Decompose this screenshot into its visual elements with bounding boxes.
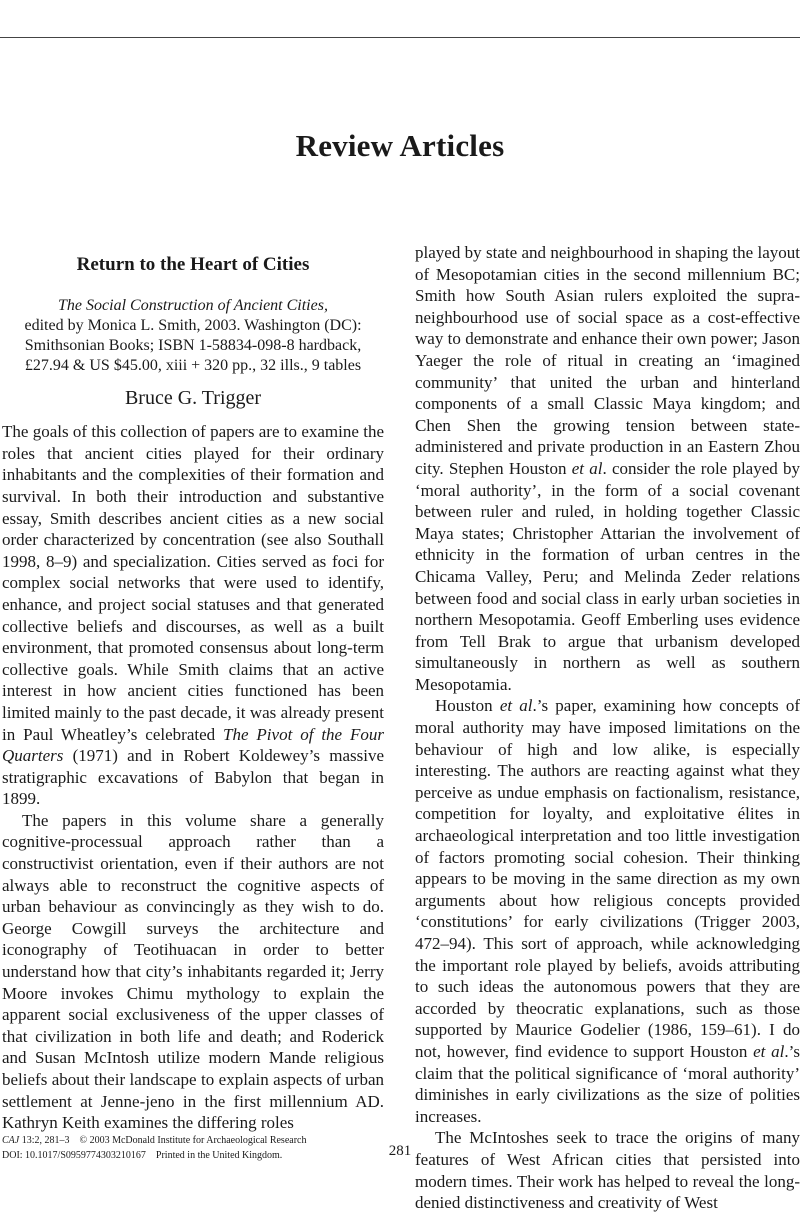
paragraph: The goals of this collection of papers are to examine the roles that ancient cities played for their ordinary inhabitants and the complexities of their formation and survival. In both their introduction and substantive essay, Smith describes ancient cities as a new social order characterized by concentration (see also Southall 1998, 8–9) and specialization. Cities served as foci for complex social networks that were used to identify, enhance, and project social statuses and that generated collective beliefs and discourses, as well as a built environment, that promoted consensus about long-term collective goals. While Smith claims that an active interest in how ancient cities functioned has been limited mainly to the past decade, it was already present in Paul Wheatley’s celebrated The Pivot of the Four Quarters (1971) and in Robert Koldewey’s massive stratigraphic excavations of Babylon that began in 1899.: [2, 422, 384, 809]
paragraph: Houston et al.’s paper, examining how concepts of moral authority may have imposed limitations on the behaviour of high and low alike, is especially interesting. The authors are reacting against what they perceive as undue emphasis on factionalism, resistance, competition for loyalty, and exploitative élites in archaeological interpretation and too little investigation of factors promoting social cohesion. Their thinking appears to be moving in the same direction as my own arguments about how religious concepts provided ‘constitutions’ for early civilizations (Trigger 2003, 472–94). This sort of approach, while acknowledging the important role played by beliefs, avoids attributing to such ideas the autonomous powers that they are accorded by theocratic explanations, such as those supported by Maurice Godelier (1986, 159–61). I do not, however, find evidence to support Houston et al.’s claim that the political significance of ‘moral authority’ diminishes in early civilizations as the size of polities increases.: [415, 696, 800, 1126]
paragraph: The McIntoshes seek to trace the origins of many features of West African cities that persisted into modern times. Their work has helped to reveal the long-denied distinctiveness and creativity of West: [415, 1128, 800, 1213]
right-column: [415, 242, 800, 1214]
top-rule: [0, 37, 800, 38]
book-citation: [2, 296, 384, 376]
section-title: Review Articles: [295, 128, 505, 163]
paragraph: played by state and neighbourhood in shaping the layout of Mesopotamian cities in the second millennium BC; Smith how South Asian rulers exploited the supra-neighbourhood use of social space as a cost-effective way to demonstrate and enhance their own power; Jason Yaeger the role of ritual in creating an ‘imagined community’ that united the urban and hinterland components of a small Classic Maya kingdom; and Chen Shen the growing tension between state-administered and private production in an Eastern Zhou city. Stephen Houston et al. consider the role played by ‘moral authority’, in the form of a social covenant between ruler and ruled, in holding together Classic Maya states; Christopher Attarian the involvement of ethnicity in the formation of urban centres in the Chicama Valley, Peru; and Melinda Zeder relations between food and social class in early urban societies in northern Mesopotamia. Geoff Emberling uses evidence from Tell Brak to argue that urbanism developed simultaneously in northern as well as southern Mesopotamia.: [415, 243, 800, 694]
paragraph: The papers in this volume share a generally cognitive-processual approach rather than a constructivist orientation, even if their authors are not always able to reconstruct the cognitive aspects of urban behaviour as convincingly as they wish to do. George Cowgill surveys the architecture and iconography of Teotihuacan in order to better understand how that city’s inhabitants regarded it; Jerry Moore invokes Chimu mythology to explain the apparent social exclusiveness of the upper classes of that civilization in both life and death; and Roderick and Susan McIntosh utilize modern Mande religious beliefs about their landscape to explain aspects of urban settlement at Jenne-jeno in the first millennium AD. Kathryn Keith examines the differing roles: [2, 810, 384, 1133]
left-column: [2, 250, 384, 1134]
left-body-text: [2, 421, 384, 1134]
book-details: edited by Monica L. Smith, 2003. Washington (DC): Smithsonian Books; ISBN 1-58834-098-8 hardback, £27.94 & US $45.00, xiii + 320 pp., 32 ills., 9 tables: [24, 316, 362, 374]
book-title: The Social Construction of Ancient Cities,: [58, 296, 328, 314]
journal-citation: CAJ 13:2, 281–3 © 2003 McDonald Institute for Archaeological Research: [2, 1135, 307, 1146]
right-body-text: [415, 242, 800, 1214]
article-title: Return to the Heart of Cities: [76, 254, 310, 275]
article-author: Bruce G. Trigger: [124, 386, 262, 409]
cited-book-title: The Pivot of the Four Quarters: [2, 724, 384, 766]
page-number: 281: [388, 1143, 412, 1159]
doi-line: DOI: 10.1017/S0959774303210167 Printed in the United Kingdom.: [2, 1149, 283, 1161]
